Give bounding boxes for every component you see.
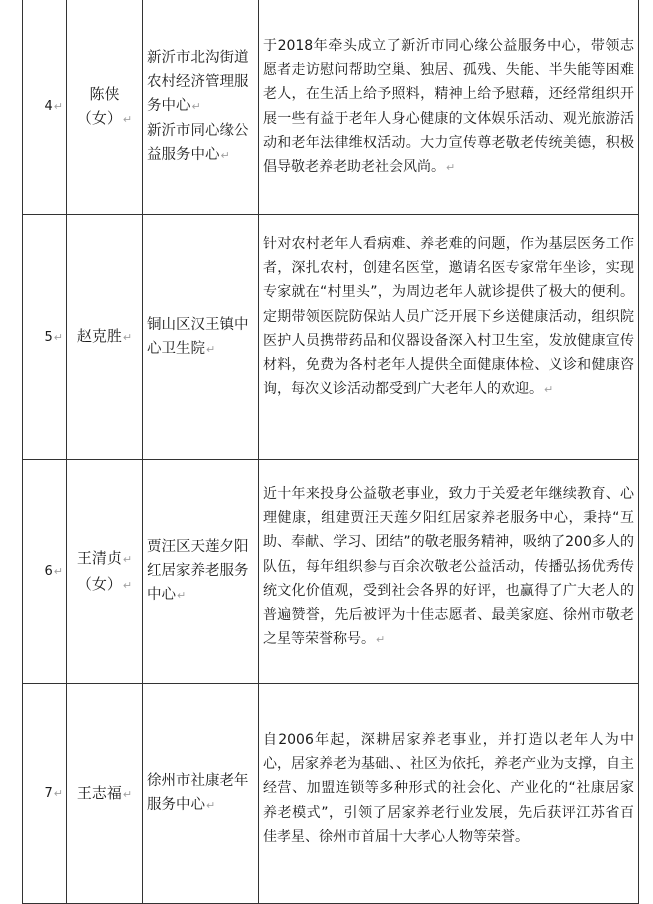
table-row (23, 215, 639, 460)
row-number: 4↵ (23, 0, 67, 215)
description: 近十年来投身公益敬老事业，致力于关爱老年继续教育、心理健康，组建贾汪天莲夕阳红居家养老服务中心，秉持“互助、奉献、学习、团结”的敬老服务精神，吸纳了200多人的队伍，每年组织参与百余次敬老公益活动，传播弘扬优秀传统文化价值观，受到社会各界的好评，也赢得了广大老人的普遍赞誉，先后被评为十佳志愿者、最美家庭、徐州市敬老之星等荣誉称号。↵ (259, 460, 639, 684)
organization: 新沂市北沟街道农村经济管理服务中心↵ 新沂市同心缘公益服务中心↵ (143, 0, 259, 215)
organization: 铜山区汉王镇中心卫生院↵ (143, 215, 259, 460)
table-row (23, 460, 639, 684)
organization: 徐州市社康老年服务中心↵ (143, 684, 259, 904)
organization: 贾汪区天莲夕阳红居家养老服务中心↵ (143, 460, 259, 684)
person-name: 王志福↵ (67, 684, 143, 904)
person-name: 陈侠 （女）↵ (67, 0, 143, 215)
row-number: 7↵ (23, 684, 67, 904)
table-row (23, 684, 639, 904)
description: 自2006年起，深耕居家养老事业，并打造以老年人为中心，居家养老为基础、、社区为依托，养老产业为支撑，自主经营、加盟连锁等多种形式的社会化、产业化的“社康居家养老模式”，引领了居家养老行业发展，先后获评江苏省百佳孝星、徐州市首届十大孝心人物等荣誉。 (259, 684, 639, 904)
description: 针对农村老年人看病难、养老难的问题，作为基层医务工作者，深扎农村，创建名医堂，邀请名医专家常年坐诊，实现专家就在“村里头”，为周边老年人就诊提供了极大的便利。定期带领医院防保站人员广泛开展下乡送健康活动，组织院医护人员携带药品和仪器设备深入村卫生室，发放健康宣传材料，免费为各村老年人提供全面健康体检、义诊和健康咨询，每次义诊活动都受到广大老年人的欢迎。↵ (259, 215, 639, 460)
table-row (23, 0, 639, 215)
row-number: 5↵ (23, 215, 67, 460)
description: 于2018年牵头成立了新沂市同心缘公益服务中心，带领志愿者走访慰问帮助空巢、独居、孤残、失能、半失能等困难老人，在生活上给予照料，精神上给予慰藉，还经常组织开展一些有益于老年人身心健康的文体娱乐活动、观光旅游活动和老年法律维权活动。大力宣传尊老敬老传统美德，积极倡导敬老养老助老社会风尚。↵ (259, 0, 639, 215)
person-name: 赵克胜↵ (67, 215, 143, 460)
row-number: 6↵ (23, 460, 67, 684)
person-name: 王清贞↵ （女）↵ (67, 460, 143, 684)
honoree-table (22, 0, 639, 904)
